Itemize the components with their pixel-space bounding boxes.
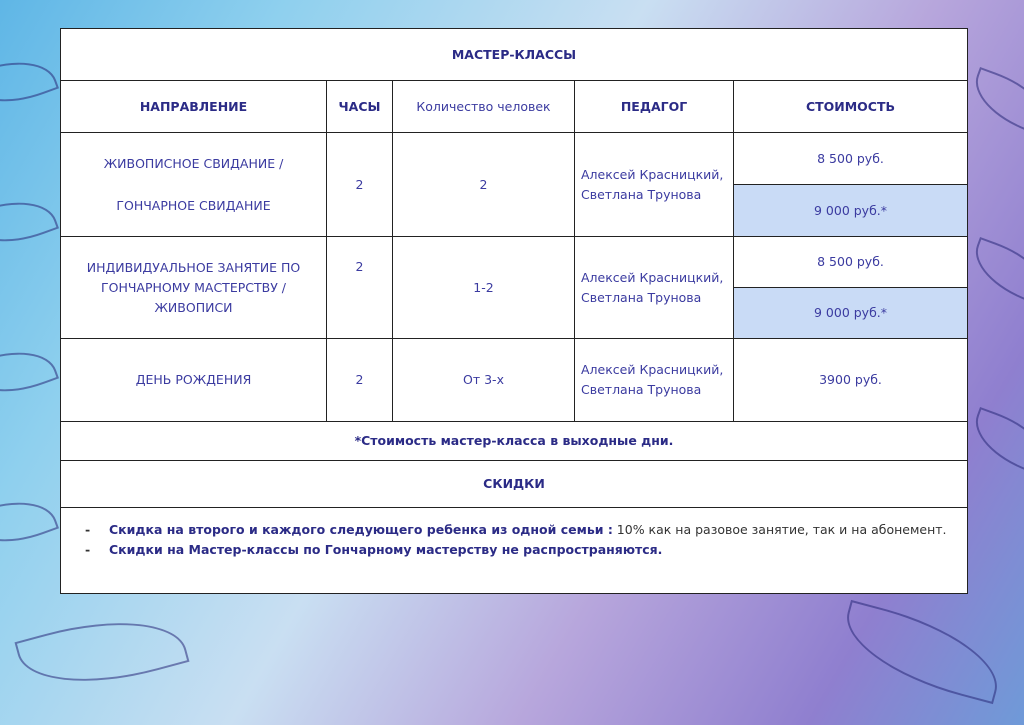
pricing-table bbox=[60, 28, 968, 594]
direction-cell bbox=[61, 133, 327, 237]
people-cell: 1-2 bbox=[393, 237, 575, 339]
hours-cell: 2 bbox=[327, 133, 393, 237]
people-cell: От 3-х bbox=[393, 339, 575, 422]
people-cell: 2 bbox=[393, 133, 575, 237]
hours-cell: 2 bbox=[327, 237, 393, 339]
discount-item bbox=[85, 540, 957, 560]
price-weekend: 9 000 руб.* bbox=[734, 288, 968, 339]
price-weekday: 8 500 руб. bbox=[734, 237, 968, 288]
price-cell: 3900 руб. bbox=[734, 339, 968, 422]
discount-text: 10% как на разовое занятие, так и на абонемент. bbox=[612, 522, 947, 537]
table-row bbox=[61, 133, 968, 185]
table-row bbox=[61, 339, 968, 422]
teacher-cell: Алексей Красницкий, Светлана Трунова bbox=[575, 133, 734, 237]
price-weekend: 9 000 руб.* bbox=[734, 185, 968, 237]
teacher-cell: Алексей Красницкий, Светлана Трунова bbox=[575, 339, 734, 422]
header-direction: НАПРАВЛЕНИЕ bbox=[61, 81, 327, 133]
footnote: *Стоимость мастер-класса в выходные дни. bbox=[61, 422, 968, 461]
discount-item bbox=[85, 520, 957, 540]
price-weekday: 8 500 руб. bbox=[734, 133, 968, 185]
direction-line: ГОНЧАРНОЕ СВИДАНИЕ bbox=[116, 197, 271, 213]
table-row bbox=[61, 237, 968, 288]
hours-cell: 2 bbox=[327, 339, 393, 422]
header-hours: ЧАСЫ bbox=[327, 81, 393, 133]
header-teacher: ПЕДАГОГ bbox=[575, 81, 734, 133]
direction-line: ЖИВОПИСНОЕ СВИДАНИЕ / bbox=[103, 155, 284, 171]
direction-cell: ДЕНЬ РОЖДЕНИЯ bbox=[61, 339, 327, 422]
discount-bold: Скидка на второго и каждого следующего ребенка из одной семьи : bbox=[109, 522, 613, 537]
teacher-cell: Алексей Красницкий, Светлана Трунова bbox=[575, 237, 734, 339]
direction-cell: ИНДИВИДУАЛЬНОЕ ЗАНЯТИЕ ПО ГОНЧАРНОМУ МАСТЕРСТВУ / ЖИВОПИСИ bbox=[61, 237, 327, 339]
discounts-title: СКИДКИ bbox=[61, 461, 968, 508]
header-price: СТОИМОСТЬ bbox=[734, 81, 968, 133]
discount-bold: Скидки на Мастер-классы по Гончарному мастерству не распространяются. bbox=[109, 542, 663, 557]
header-people: Количество человек bbox=[393, 81, 575, 133]
discounts-list bbox=[61, 508, 968, 594]
table-title: МАСТЕР-КЛАССЫ bbox=[61, 29, 968, 81]
